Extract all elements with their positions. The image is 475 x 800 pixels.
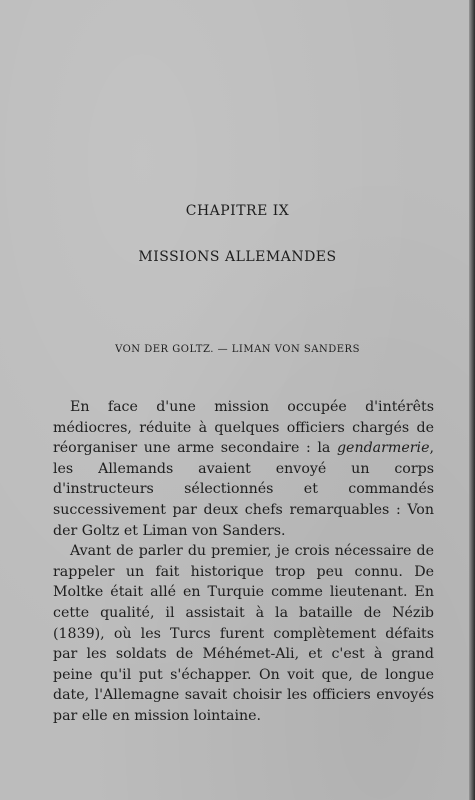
chapter-heading: CHAPITRE IX [185, 203, 290, 219]
paragraph-1 [53, 397, 434, 541]
paragraph-1-part-2: , les Allemands avaient envoyé un corps d'instructeurs sélectionnés et commandés successivement par deux chefs remarquables : Von der Goltz et Liman von Sanders. [53, 440, 434, 539]
paragraph-1-emphasis: gendarmerie [336, 440, 430, 457]
chapter-title: MISSIONS ALLEMANDES [138, 249, 337, 265]
chapter-subtitle: VON DER GOLTZ. — LIMAN VON SANDERS [115, 344, 360, 355]
paragraph-2: Avant de parler du premier, je crois nécessaire de rappeler un fait historique trop peu connu. De Moltke était allé en Turquie comme lieutenant. En cette qualité, il assistait à la bataille de Nézib (1839), où les Turcs furent complètement défaits par les soldats de Méhémet-Ali, et c'est à grand peine qu'il put s'échapper. On voit que, de longue date, l'Allemagne savait choisir les officiers envoyés par elle en mission lointaine. [53, 543, 434, 724]
page-edge-shadow [469, 0, 475, 800]
paragraph-1-part-1: En face d'une mission occupée d'intérêts médiocres, réduite à quelques officiers chargés de réorganiser une arme secondaire : la [53, 399, 434, 457]
body-text [53, 397, 434, 727]
